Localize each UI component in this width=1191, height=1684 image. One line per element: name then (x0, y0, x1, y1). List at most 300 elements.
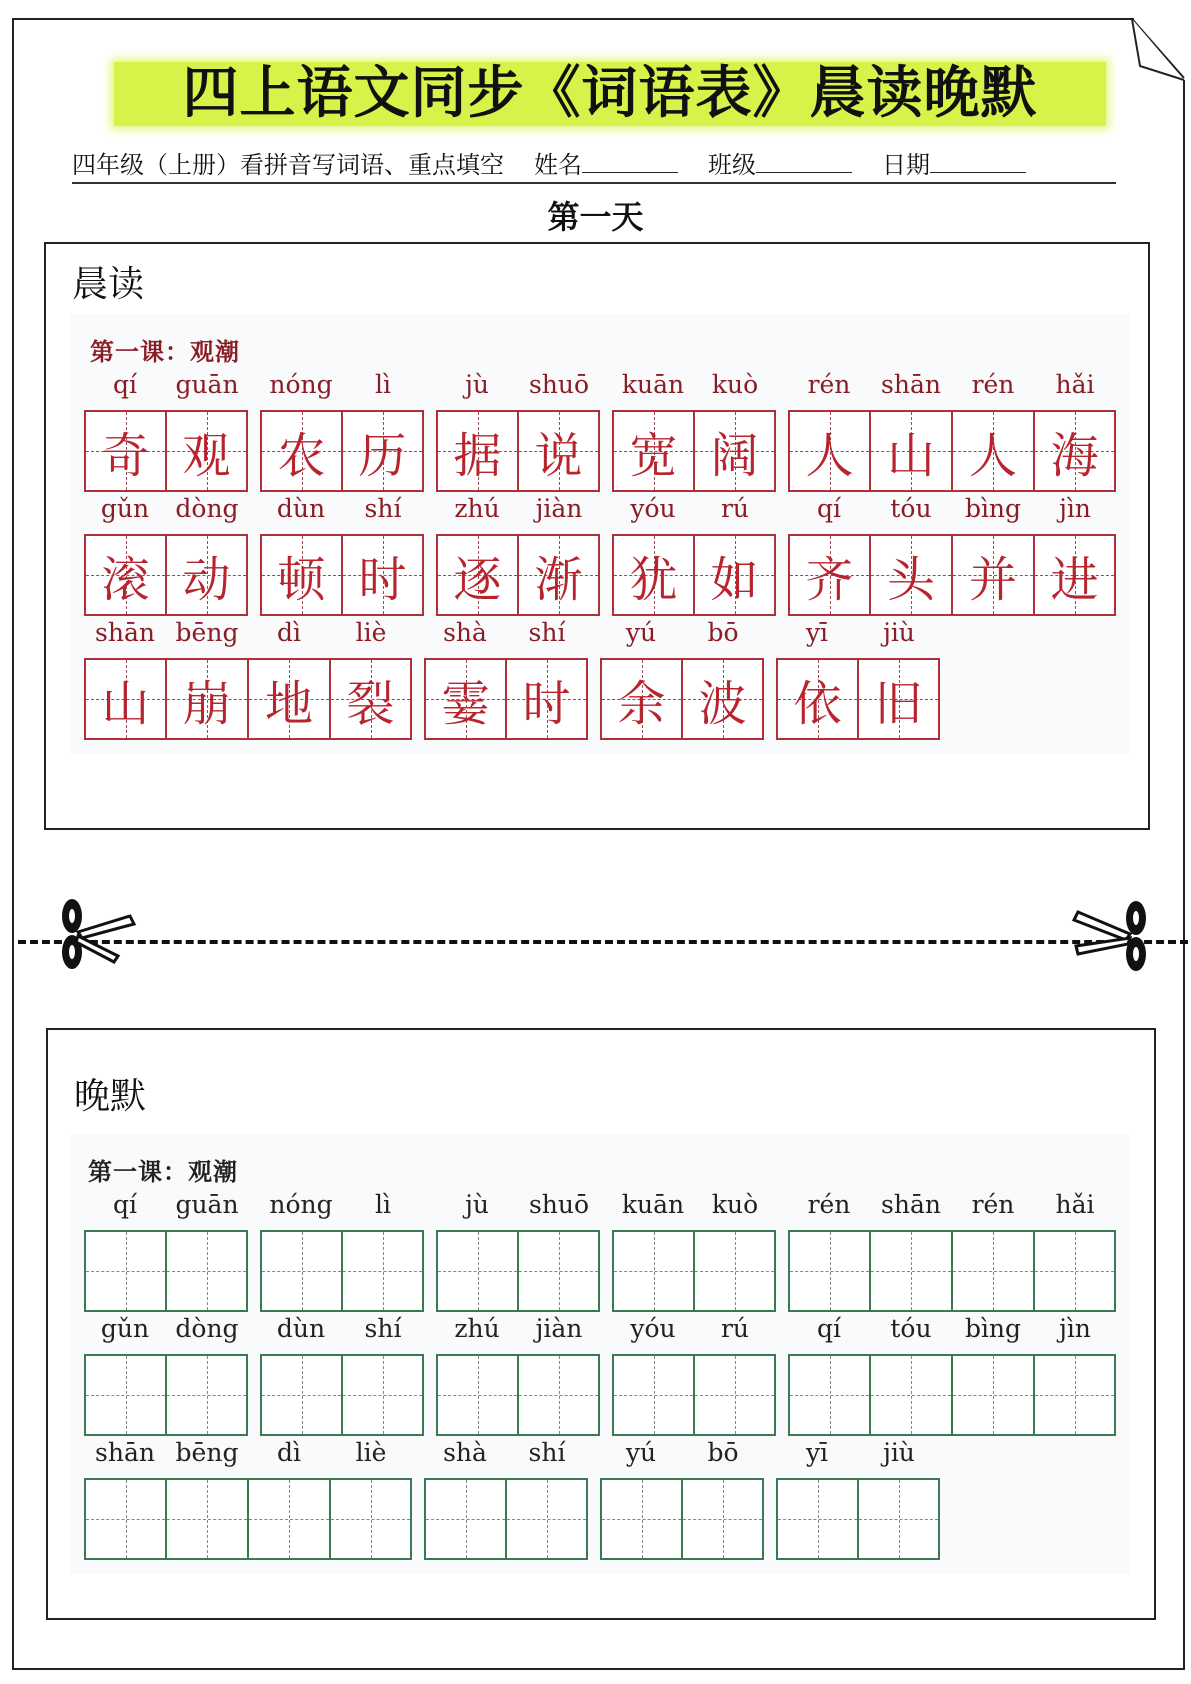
grid-guide-vertical (1075, 1356, 1076, 1434)
pinyin-label: shí (364, 1314, 402, 1343)
pinyin-label: yú (625, 1438, 657, 1467)
pinyin-label: guān (175, 1190, 239, 1219)
grid-guide-vertical (1075, 1232, 1076, 1310)
character-cell (518, 370, 600, 492)
tianzige-grid (436, 410, 518, 492)
grid-guide-vertical (830, 1356, 831, 1434)
character-cell (952, 370, 1034, 492)
character-cell (260, 370, 342, 492)
pinyin-label: kuān (621, 1190, 685, 1219)
hanzi-character: 农 (277, 427, 326, 484)
character-cell[interactable] (776, 1438, 858, 1560)
page-title: 四上语文同步《词语表》晨读晚默 (182, 61, 1038, 126)
pinyin-label: bō (707, 1438, 739, 1467)
pinyin-label: jiàn (535, 1314, 583, 1343)
character-cell[interactable] (870, 1190, 952, 1312)
pinyin-label: shí (364, 494, 402, 523)
pinyin-label: yī (805, 1438, 829, 1467)
tianzige-grid (682, 658, 764, 740)
hanzi-character: 依 (793, 675, 842, 732)
grid-guide-vertical (654, 1232, 655, 1310)
grid-guide-vertical (207, 1232, 208, 1310)
tianzige-grid (600, 658, 682, 740)
pinyin-label: kuān (621, 370, 685, 399)
pinyin-label: jiàn (535, 494, 583, 523)
grid-guide-vertical (899, 1480, 900, 1558)
pinyin-label: rén (807, 1190, 851, 1219)
pinyin-label: jù (465, 1190, 489, 1219)
pinyin-label: qí (113, 1190, 137, 1219)
tianzige-grid[interactable] (260, 1230, 342, 1312)
tianzige-grid (952, 410, 1034, 492)
pinyin-label: rú (720, 494, 750, 523)
tianzige-grid (330, 658, 412, 740)
hanzi-character: 头 (886, 551, 935, 608)
pinyin-label: shuō (528, 370, 590, 399)
word-group (260, 494, 424, 616)
tianzige-grid[interactable] (952, 1230, 1034, 1312)
word-group (260, 1314, 424, 1436)
tianzige-grid[interactable] (1034, 1354, 1116, 1436)
character-cell (342, 370, 424, 492)
hanzi-character: 崩 (182, 675, 231, 732)
character-cell (342, 494, 424, 616)
tianzige-grid[interactable] (694, 1354, 776, 1436)
name-field[interactable] (582, 152, 678, 173)
tianzige-grid[interactable] (330, 1478, 412, 1560)
grid-guide-vertical (383, 1232, 384, 1310)
tianzige-grid (870, 534, 952, 616)
word-group (260, 1190, 424, 1312)
tianzige-grid[interactable] (166, 1230, 248, 1312)
word-group (84, 618, 412, 740)
character-cell[interactable] (612, 1314, 694, 1436)
pinyin-label: lì (375, 1190, 391, 1219)
tianzige-grid (248, 658, 330, 740)
tianzige-grid[interactable] (506, 1478, 588, 1560)
pinyin-label: qí (113, 370, 137, 399)
tianzige-grid[interactable] (166, 1354, 248, 1436)
pinyin-label: yóu (630, 1314, 676, 1343)
hanzi-character: 据 (453, 427, 502, 484)
tianzige-grid[interactable] (870, 1354, 952, 1436)
character-cell[interactable] (260, 1314, 342, 1436)
pinyin-label: yóu (630, 494, 676, 523)
character-cell (166, 370, 248, 492)
tianzige-grid[interactable] (1034, 1230, 1116, 1312)
tianzige-grid (612, 534, 694, 616)
scissors-icon (1062, 900, 1156, 972)
character-cell[interactable] (506, 1438, 588, 1560)
tianzige-grid[interactable] (612, 1354, 694, 1436)
character-cell[interactable] (84, 1438, 166, 1560)
pinyin-label: qí (817, 494, 841, 523)
hanzi-character: 犹 (629, 551, 678, 608)
tianzige-grid (788, 534, 870, 616)
word-group (788, 494, 1116, 616)
pinyin-label: shí (528, 618, 566, 647)
evening-word-panel (70, 1134, 1130, 1574)
tianzige-grid (694, 410, 776, 492)
character-cell[interactable] (612, 1190, 694, 1312)
pinyin-label: dì (277, 618, 301, 647)
hanzi-character: 旧 (874, 675, 923, 732)
pinyin-label: gǔn (100, 1314, 150, 1343)
tianzige-grid[interactable] (788, 1354, 870, 1436)
grid-guide-vertical (466, 1480, 467, 1558)
word-group (436, 1314, 600, 1436)
hanzi-character: 历 (358, 427, 407, 484)
pinyin-label: dùn (276, 1314, 326, 1343)
character-cell (84, 618, 166, 740)
character-cell (694, 370, 776, 492)
hanzi-character: 霎 (441, 675, 490, 732)
hanzi-character: 人 (968, 427, 1017, 484)
class-field[interactable] (756, 152, 852, 173)
tianzige-grid[interactable] (436, 1230, 518, 1312)
hanzi-character: 阔 (710, 427, 759, 484)
pinyin-label: bìng (964, 494, 1022, 523)
tianzige-grid (166, 658, 248, 740)
day-heading: 第一天 (547, 198, 644, 236)
tianzige-grid (342, 410, 424, 492)
tianzige-grid (84, 658, 166, 740)
grid-guide-vertical (911, 1232, 912, 1310)
subtitle-line (72, 142, 1116, 184)
tianzige-grid (1034, 410, 1116, 492)
character-cell (436, 494, 518, 616)
hanzi-character: 逐 (453, 551, 502, 608)
tianzige-grid (1034, 534, 1116, 616)
tianzige-grid[interactable] (342, 1230, 424, 1312)
word-group (436, 1190, 600, 1312)
pinyin-label: bēng (175, 1438, 239, 1467)
pinyin-label: yú (625, 618, 657, 647)
pinyin-label: rén (971, 370, 1015, 399)
character-cell[interactable] (1034, 1314, 1116, 1436)
tianzige-grid[interactable] (612, 1230, 694, 1312)
character-cell (600, 618, 682, 740)
grid-guide-vertical (302, 1356, 303, 1434)
class-label: 班级 (708, 150, 756, 179)
character-cell (1034, 370, 1116, 492)
word-group (84, 370, 248, 492)
hanzi-character: 海 (1050, 427, 1099, 484)
morning-label: 晨读 (72, 264, 145, 305)
date-label: 日期 (882, 150, 930, 179)
page-curl-icon (1122, 18, 1186, 84)
hanzi-character: 渐 (534, 551, 583, 608)
character-cell[interactable] (788, 1314, 870, 1436)
pinyin-label: dòng (175, 1314, 239, 1343)
character-cell (858, 618, 940, 740)
grid-guide-vertical (993, 1232, 994, 1310)
word-group (612, 494, 776, 616)
evening-lesson-title: 第一课：观潮 (88, 1157, 238, 1186)
hanzi-character: 裂 (346, 675, 395, 732)
pinyin-label: dì (277, 1438, 301, 1467)
tianzige-grid (342, 534, 424, 616)
tianzige-grid[interactable] (342, 1354, 424, 1436)
hanzi-character: 奇 (101, 427, 150, 484)
pinyin-label: nóng (269, 1190, 333, 1219)
character-cell[interactable] (600, 1438, 682, 1560)
hanzi-character: 时 (358, 551, 407, 608)
word-group (84, 494, 248, 616)
grid-guide-vertical (207, 1356, 208, 1434)
scissors-icon (52, 898, 146, 970)
tianzige-grid[interactable] (776, 1478, 858, 1560)
pinyin-label: dùn (276, 494, 326, 523)
character-cell[interactable] (436, 1314, 518, 1436)
character-cell (788, 370, 870, 492)
character-cell[interactable] (166, 1438, 248, 1560)
character-cell (84, 494, 166, 616)
grid-guide-vertical (126, 1232, 127, 1310)
subtitle-text: 四年级（上册）看拼音写词语、重点填空 (72, 150, 504, 179)
word-group (84, 1314, 248, 1436)
character-cell[interactable] (682, 1438, 764, 1560)
character-cell[interactable] (166, 1190, 248, 1312)
tianzige-grid (612, 410, 694, 492)
hanzi-character: 并 (968, 551, 1017, 608)
pinyin-label: shà (443, 618, 487, 647)
character-cell (424, 618, 506, 740)
pinyin-label: hǎi (1055, 370, 1095, 399)
hanzi-character: 滚 (101, 551, 150, 608)
grid-guide-vertical (547, 1480, 548, 1558)
tianzige-grid[interactable] (84, 1354, 166, 1436)
grid-guide-vertical (723, 1480, 724, 1558)
tianzige-grid[interactable] (952, 1354, 1034, 1436)
word-group (84, 1190, 248, 1312)
word-group (612, 370, 776, 492)
word-group (424, 1438, 588, 1560)
tianzige-grid[interactable] (600, 1478, 682, 1560)
hanzi-character: 进 (1050, 551, 1099, 608)
character-cell (506, 618, 588, 740)
tianzige-grid[interactable] (694, 1230, 776, 1312)
hanzi-character: 宽 (629, 427, 678, 484)
evening-dictation-box (46, 1028, 1156, 1620)
character-cell (248, 618, 330, 740)
character-cell (84, 370, 166, 492)
grid-guide-vertical (911, 1356, 912, 1434)
page-border-bottom (12, 1668, 1185, 1670)
word-group (84, 1438, 412, 1560)
hanzi-character: 动 (182, 551, 231, 608)
character-cell[interactable] (518, 1190, 600, 1312)
word-group (600, 618, 764, 740)
character-cell[interactable] (342, 1190, 424, 1312)
character-cell (952, 494, 1034, 616)
word-group (260, 370, 424, 492)
character-cell (166, 494, 248, 616)
grid-guide-vertical (126, 1480, 127, 1558)
pinyin-label: bēng (175, 618, 239, 647)
pinyin-label: lì (375, 370, 391, 399)
tianzige-grid[interactable] (870, 1230, 952, 1312)
character-cell[interactable] (84, 1190, 166, 1312)
grid-guide-vertical (559, 1232, 560, 1310)
hanzi-character: 时 (522, 675, 571, 732)
grid-guide-vertical (735, 1232, 736, 1310)
tianzige-grid[interactable] (436, 1354, 518, 1436)
tianzige-grid[interactable] (858, 1478, 940, 1560)
character-cell (682, 618, 764, 740)
word-group (436, 370, 600, 492)
character-cell (436, 370, 518, 492)
tianzige-grid (260, 534, 342, 616)
morning-word-panel (70, 314, 1130, 754)
pinyin-label: shān (881, 370, 941, 399)
tianzige-grid (84, 410, 166, 492)
pinyin-label: shuō (528, 1190, 590, 1219)
tianzige-grid (788, 410, 870, 492)
character-cell (612, 494, 694, 616)
character-cell[interactable] (1034, 1190, 1116, 1312)
character-cell[interactable] (694, 1190, 776, 1312)
pinyin-label: shān (881, 1190, 941, 1219)
hanzi-character: 山 (886, 427, 935, 484)
grid-guide-vertical (654, 1356, 655, 1434)
name-label: 姓名 (534, 150, 582, 179)
tianzige-grid (694, 534, 776, 616)
character-cell[interactable] (858, 1438, 940, 1560)
grid-guide-vertical (478, 1356, 479, 1434)
word-group (776, 618, 940, 740)
character-cell (1034, 494, 1116, 616)
pinyin-label: hǎi (1055, 1190, 1095, 1219)
character-cell (870, 494, 952, 616)
hanzi-character: 齐 (805, 551, 854, 608)
character-cell (518, 494, 600, 616)
character-cell[interactable] (952, 1190, 1034, 1312)
pinyin-label: tóu (890, 494, 932, 523)
hanzi-character: 波 (698, 675, 747, 732)
grid-guide-vertical (289, 1480, 290, 1558)
character-cell[interactable] (870, 1314, 952, 1436)
tianzige-grid[interactable] (84, 1478, 166, 1560)
tianzige-grid[interactable] (84, 1230, 166, 1312)
character-cell (776, 618, 858, 740)
pinyin-label: jiù (883, 1438, 915, 1467)
tianzige-grid[interactable] (166, 1478, 248, 1560)
pinyin-label: jiù (883, 618, 915, 647)
grid-guide-vertical (302, 1232, 303, 1310)
word-group (612, 1314, 776, 1436)
character-cell[interactable] (260, 1190, 342, 1312)
grid-guide-vertical (559, 1356, 560, 1434)
tianzige-grid (436, 534, 518, 616)
tianzige-grid (424, 658, 506, 740)
pinyin-label: yī (805, 618, 829, 647)
tianzige-grid[interactable] (682, 1478, 764, 1560)
pinyin-label: liè (355, 618, 387, 647)
grid-guide-vertical (126, 1356, 127, 1434)
word-group (788, 370, 1116, 492)
evening-label: 晚默 (74, 1076, 147, 1117)
character-cell[interactable] (424, 1438, 506, 1560)
word-group (788, 1190, 1116, 1312)
character-cell (788, 494, 870, 616)
tianzige-grid[interactable] (518, 1230, 600, 1312)
pinyin-label: zhú (454, 1314, 500, 1343)
tianzige-grid[interactable] (518, 1354, 600, 1436)
hanzi-character: 观 (182, 427, 231, 484)
pinyin-label: jìn (1059, 494, 1091, 523)
character-cell[interactable] (248, 1438, 330, 1560)
pinyin-label: guān (175, 370, 239, 399)
grid-guide-vertical (818, 1480, 819, 1558)
character-cell[interactable] (518, 1314, 600, 1436)
pinyin-label: rén (971, 1190, 1015, 1219)
pinyin-label: dòng (175, 494, 239, 523)
pinyin-label: kuò (711, 370, 759, 399)
pinyin-label: jìn (1059, 1314, 1091, 1343)
character-cell (694, 494, 776, 616)
tianzige-grid[interactable] (788, 1230, 870, 1312)
tianzige-grid[interactable] (260, 1354, 342, 1436)
hanzi-character: 地 (264, 675, 313, 732)
pinyin-label: gǔn (100, 494, 150, 523)
character-cell[interactable] (788, 1190, 870, 1312)
character-cell[interactable] (84, 1314, 166, 1436)
pinyin-label: shān (95, 618, 155, 647)
grid-guide-vertical (735, 1356, 736, 1434)
tianzige-grid (858, 658, 940, 740)
character-cell[interactable] (166, 1314, 248, 1436)
grid-guide-vertical (371, 1480, 372, 1558)
hanzi-character: 顿 (277, 551, 326, 608)
character-cell[interactable] (952, 1314, 1034, 1436)
word-group (600, 1438, 764, 1560)
tianzige-grid (870, 410, 952, 492)
pinyin-label: kuò (711, 1190, 759, 1219)
tianzige-grid (166, 410, 248, 492)
word-group (788, 1314, 1116, 1436)
hanzi-character: 如 (710, 551, 759, 608)
tianzige-grid (166, 534, 248, 616)
pinyin-label: shān (95, 1438, 155, 1467)
character-cell (166, 618, 248, 740)
character-cell[interactable] (330, 1438, 412, 1560)
character-cell[interactable] (342, 1314, 424, 1436)
character-cell (260, 494, 342, 616)
date-field[interactable] (930, 152, 1026, 173)
grid-guide-vertical (993, 1356, 994, 1434)
word-group (424, 618, 588, 740)
morning-reading-box (44, 242, 1150, 830)
character-cell (870, 370, 952, 492)
word-group (776, 1438, 940, 1560)
morning-lesson-title: 第一课：观潮 (90, 337, 240, 366)
pinyin-label: shà (443, 1438, 487, 1467)
pinyin-label: bō (707, 618, 739, 647)
tianzige-grid (518, 410, 600, 492)
grid-guide-vertical (830, 1232, 831, 1310)
character-cell[interactable] (694, 1314, 776, 1436)
tianzige-grid[interactable] (248, 1478, 330, 1560)
word-group (612, 1190, 776, 1312)
character-cell[interactable] (436, 1190, 518, 1312)
hanzi-character: 说 (534, 427, 583, 484)
pinyin-label: zhú (454, 494, 500, 523)
character-cell (612, 370, 694, 492)
hanzi-character: 山 (101, 675, 150, 732)
tianzige-grid (506, 658, 588, 740)
tianzige-grid[interactable] (424, 1478, 506, 1560)
